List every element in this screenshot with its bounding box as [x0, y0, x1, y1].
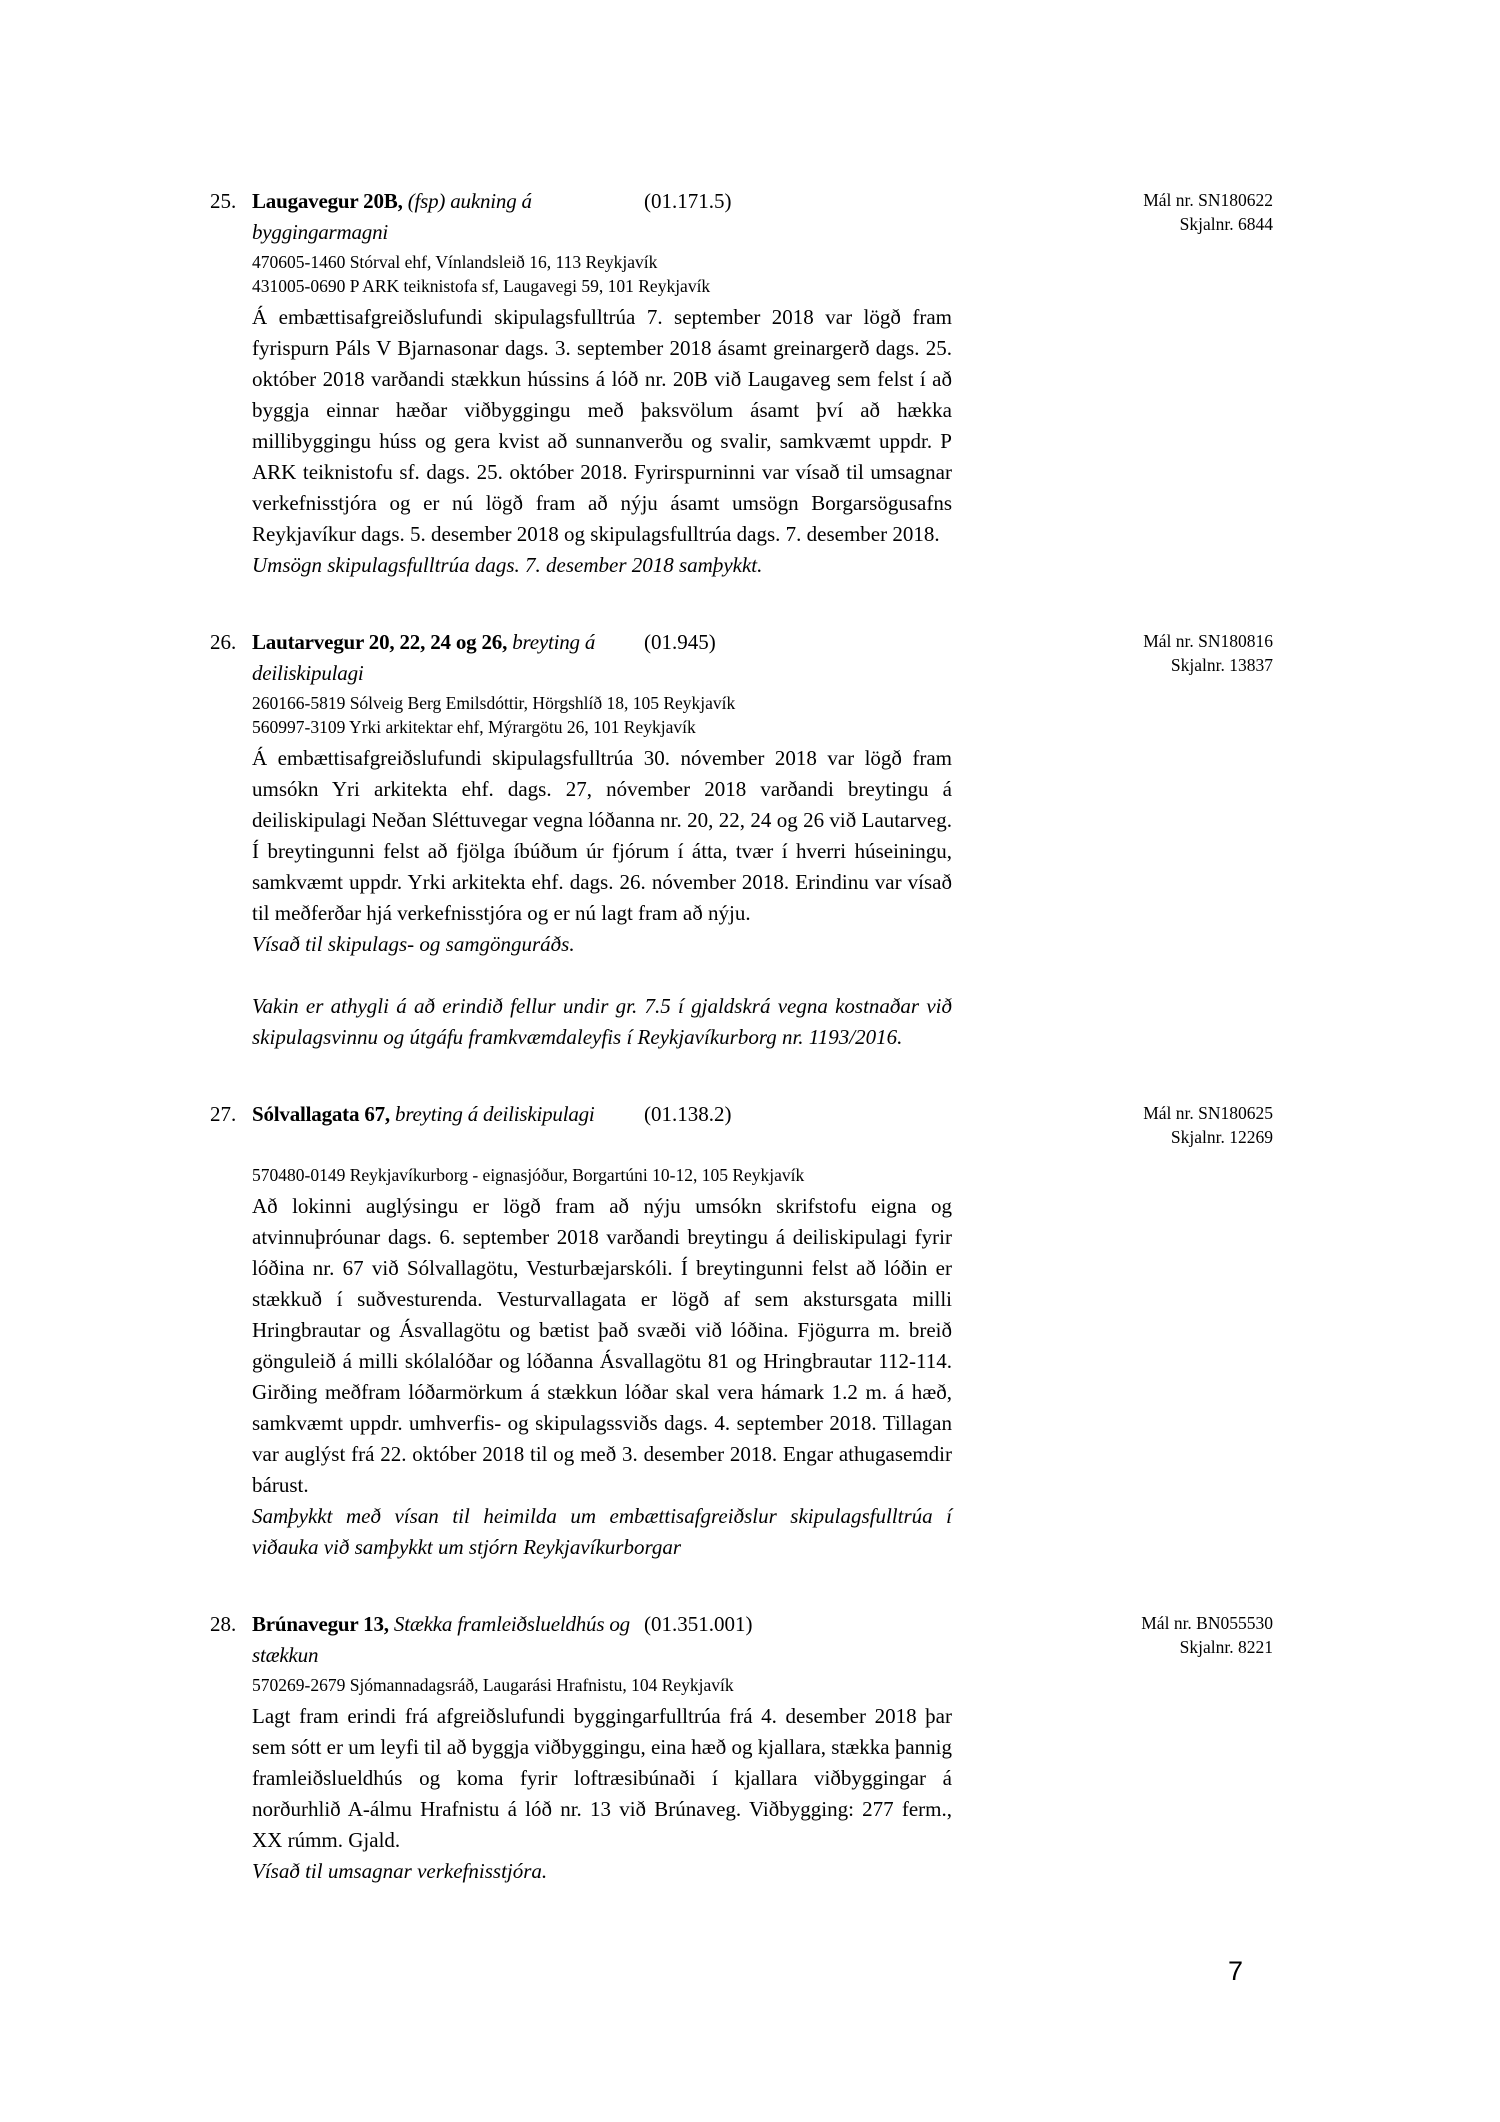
item-main: [252, 1609, 1273, 1887]
item-subject: breyting á deiliskipulagi: [252, 630, 596, 685]
document-number: Skjalnr. 12269: [1170, 1127, 1273, 1147]
case-reference: [1143, 1099, 1273, 1149]
item-title: [252, 627, 644, 689]
agenda-item: [210, 627, 1273, 1053]
case-number: Mál nr. SN180625: [1143, 1103, 1273, 1123]
item-planning-code: (01.351.001): [644, 1612, 753, 1636]
item-body: Á embættisafgreiðslufundi skipulagsfulltrúa 7. september 2018 var lögð fram fyrispurn Páls V Bjarnasonar dags. 3. september 2018 ásamt greinargerð dags. 25. október 2018 varðandi stækkun hússins á lóð nr. 20B við Laugaveg sem felst í að byggja einnar hæðar viðbyggingu með þaksvölum ásamt því að hækka millibyggingu húss og gera kvist að sunnanverðu og svalir, samkvæmt uppdr. P ARK teiknistofu sf. dags. 25. október 2018. Fyrirspurninni var vísað til umsagnar verkefnisstjóra og er nú lögð fram að nýju ásamt umsögn Borgarsögusafns Reykjavíkur dags. 5. desember 2018 og skipulagsfulltrúa dags. 7. desember 2018.: [252, 305, 952, 546]
item-planning-code: (01.945): [644, 630, 716, 654]
item-number: 27.: [210, 1102, 237, 1126]
item-title: [252, 186, 644, 248]
item-number: 26.: [210, 630, 237, 654]
item-number: 28.: [210, 1612, 237, 1636]
party-list: [252, 1673, 1273, 1697]
item-decision: Umsögn skipulagsfulltrúa dags. 7. desember 2018 samþykkt.: [252, 553, 763, 577]
item-subject: breyting á deiliskipulagi: [395, 1102, 595, 1126]
party-line: 431005-0690 P ARK teiknistofa sf, Laugavegi 59, 101 Reykjavík: [252, 276, 711, 296]
page-number: 7: [1228, 1956, 1244, 1986]
item-body: Að lokinni auglýsingu er lögð fram að nýju umsókn skrifstofu eigna og atvinnuþróunar dags. 6. september 2018 varðandi breytingu á deiliskipulagi fyrir lóðina nr. 67 við Sólvallagötu, Vesturbæjarskóli. Í breytingunni felst að lóðin er stækkuð í suðvesturenda. Vesturvallagata er lögð af sem akstursgata milli Hringbrautar og Ásvallagötu og bætist það svæði við lóðina. Fjögurra m. breið gönguleið á milli skólalóðar og lóðanna Ásvallagötu 81 og Hringbrautar 112-114. Girðing meðfram lóðarmörkum á stækkun lóðar skal vera hámark 1.2 m. á hæð, samkvæmt uppdr. umhverfis- og skipulagssviðs dags. 4. september 2018. Tillagan var auglýst frá 22. október 2018 til og með 3. desember 2018. Engar athugasemdir bárust.: [252, 1194, 952, 1497]
party-line: 570480-0149 Reykjavíkurborg - eignasjóður, Borgartúni 10-12, 105 Reykjavík: [252, 1165, 805, 1185]
item-header: [252, 1099, 1273, 1161]
agenda-item: [210, 186, 1273, 581]
party-list: [252, 1163, 1273, 1187]
party-line: 570269-2679 Sjómannadagsráð, Laugarási Hrafnistu, 104 Reykjavík: [252, 1675, 734, 1695]
document-number: Skjalnr. 6844: [1179, 214, 1273, 234]
agenda-items: [210, 186, 1273, 1933]
agenda-item: [210, 1099, 1273, 1563]
case-number: Mál nr. BN055530: [1141, 1613, 1273, 1633]
item-planning-code: (01.138.2): [644, 1102, 732, 1126]
item-title: [252, 1099, 644, 1130]
item-header: [252, 1609, 1273, 1671]
item-main: [252, 627, 1273, 1053]
item-decision: Vísað til skipulags- og samgönguráðs.: [252, 932, 575, 956]
item-subject: Stækka framleiðslueldhús og stækkun: [252, 1612, 630, 1667]
party-list: [252, 691, 1273, 739]
party-list: [252, 250, 1273, 298]
item-planning-code: (01.171.5): [644, 189, 732, 213]
party-line: 470605-1460 Stórval ehf, Vínlandsleið 16, 113 Reykjavík: [252, 252, 658, 272]
item-body: Lagt fram erindi frá afgreiðslufundi byggingarfulltrúa frá 4. desember 2018 þar sem sótt er um leyfi til að byggja viðbyggingu, eina hæð og kjallara, stækka þannig framleiðslueldhús og koma fyrir loftræsibúnaði í kjallara viðbyggingar á norðurhlið A-álmu Hrafnistu á lóð nr. 13 við Brúnaveg. Viðbygging: 277 ferm., XX rúmm. Gjald.: [252, 1704, 952, 1852]
party-line: 260166-5819 Sólveig Berg Emilsdóttir, Hörgshlíð 18, 105 Reykjavík: [252, 693, 736, 713]
item-address: Sólvallagata 67,: [252, 1102, 390, 1126]
item-header: [252, 627, 1273, 689]
item-title: [252, 1609, 644, 1671]
item-fee-note: Vakin er athygli á að erindið fellur undir gr. 7.5 í gjaldskrá vegna kostnaðar við skipulagsvinnu og útgáfu framkvæmdaleyfis í Reykjavíkurborg nr. 1193/2016.: [252, 994, 952, 1049]
item-address: Brúnavegur 13,: [252, 1612, 389, 1636]
item-header: [252, 186, 1273, 248]
item-decision: Vísað til umsagnar verkefnisstjóra.: [252, 1859, 548, 1883]
item-main: [252, 186, 1273, 581]
case-reference: [1141, 1609, 1273, 1659]
item-address: Lautarvegur 20, 22, 24 og 26,: [252, 630, 508, 654]
case-number: Mál nr. SN180622: [1143, 190, 1273, 210]
agenda-item: [210, 1609, 1273, 1887]
document-number: Skjalnr. 13837: [1170, 655, 1273, 675]
item-number: 25.: [210, 189, 237, 213]
case-number: Mál nr. SN180816: [1143, 631, 1273, 651]
party-line: 560997-3109 Yrki arkitektar ehf, Mýrargötu 26, 101 Reykjavík: [252, 717, 696, 737]
case-reference: [1143, 186, 1273, 236]
item-address: Laugavegur 20B,: [252, 189, 403, 213]
item-decision: Samþykkt með vísan til heimilda um embættisafgreiðslur skipulagsfulltrúa í viðauka við samþykkt um stjórn Reykjavíkurborgar: [252, 1504, 952, 1559]
item-subject: (fsp) aukning á byggingarmagni: [252, 189, 532, 244]
item-body: Á embættisafgreiðslufundi skipulagsfulltrúa 30. nóvember 2018 var lögð fram umsókn Yri arkitekta ehf. dags. 27, nóvember 2018 varðandi breytingu á deiliskipulagi Neðan Sléttuvegar vegna lóðanna nr. 20, 22, 24 og 26 við Lautarveg. Í breytingunni felst að fjölga íbúðum úr fjórum í átta, tvær í hverri húseiningu, samkvæmt uppdr. Yrki arkitekta ehf. dags. 26. nóvember 2018. Erindinu var vísað til meðferðar hjá verkefnisstjóra og er nú lagt fram að nýju.: [252, 746, 952, 925]
item-main: [252, 1099, 1273, 1563]
document-number: Skjalnr. 8221: [1179, 1637, 1273, 1657]
case-reference: [1143, 627, 1273, 677]
